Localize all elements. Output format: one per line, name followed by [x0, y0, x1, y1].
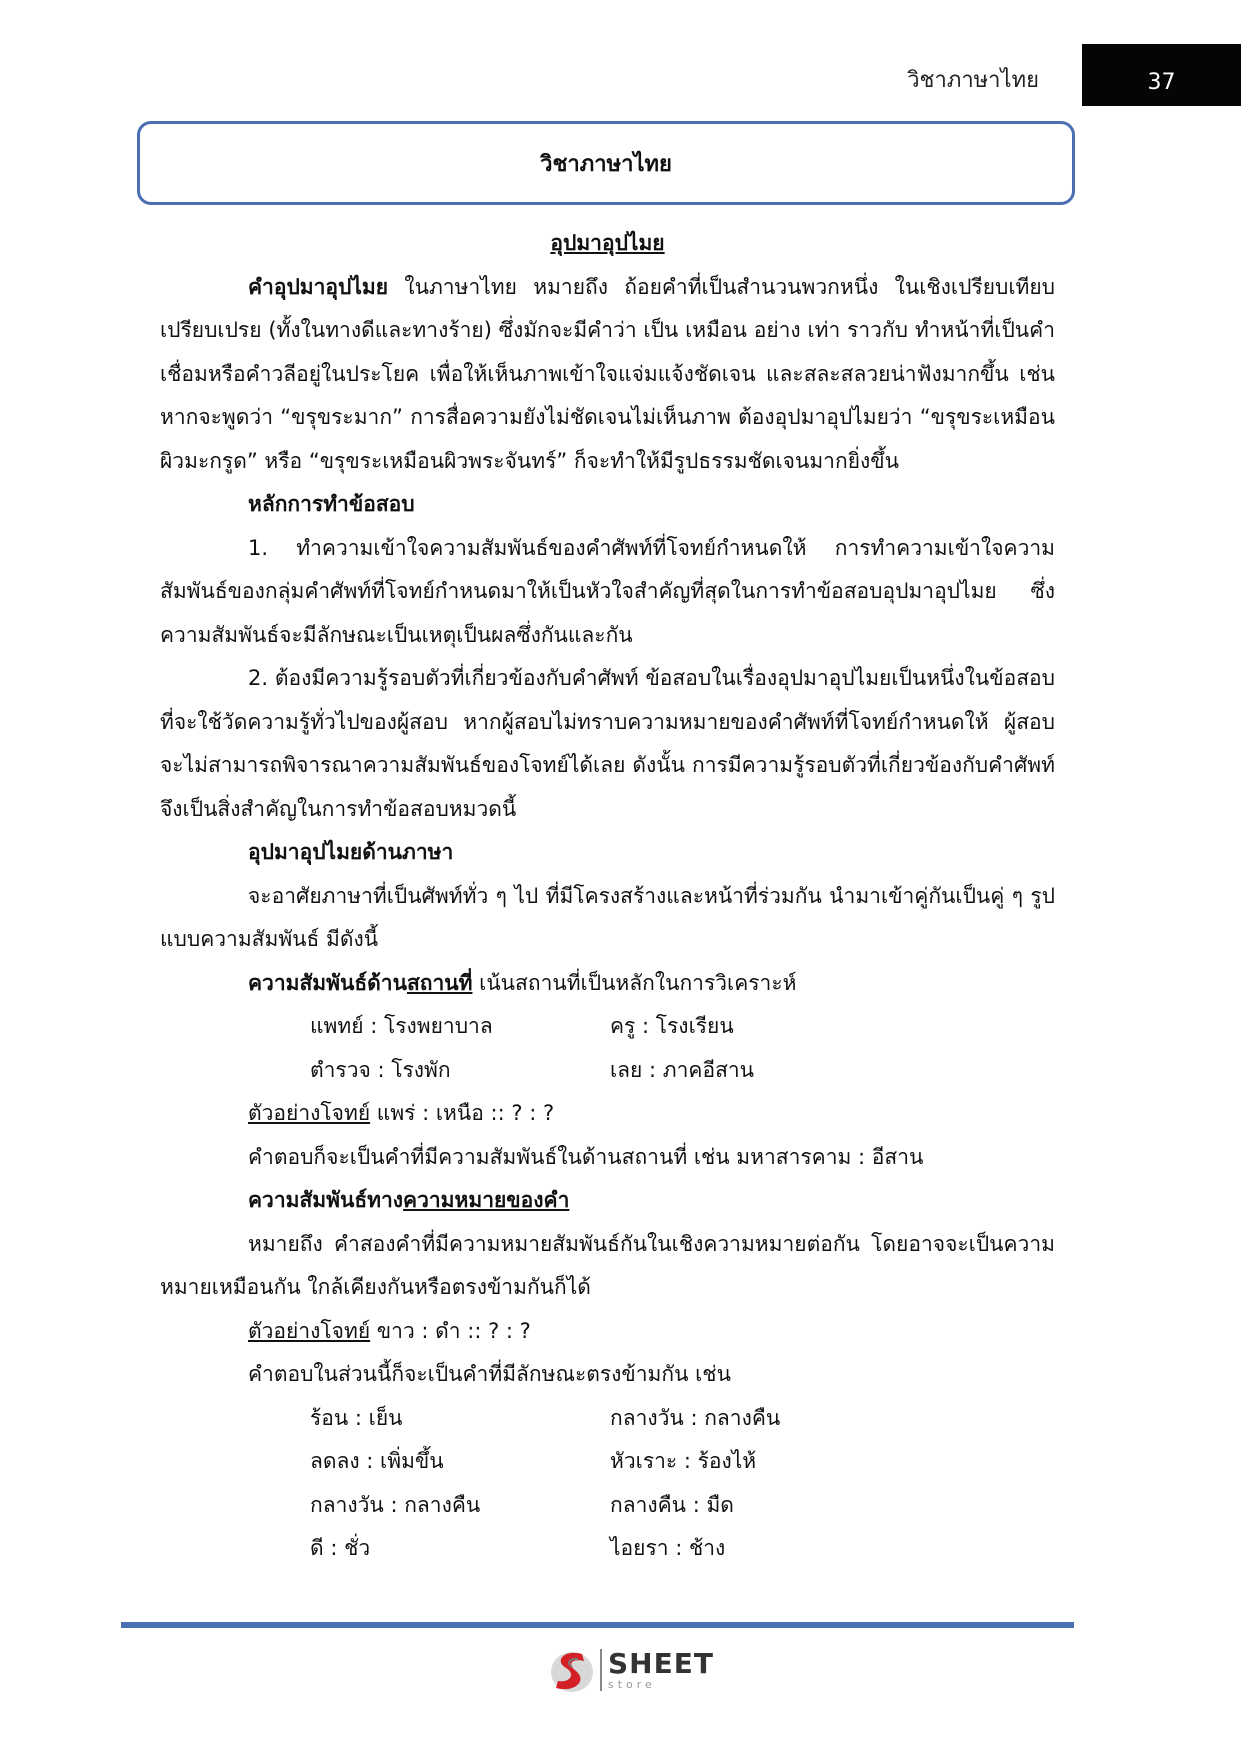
sheet-store-logo: [548, 1645, 714, 1695]
pair-right: ครู : โรงเรียน: [610, 1014, 734, 1038]
place-example-text: แพร่ : เหนือ :: ? : ?: [370, 1101, 555, 1125]
pair-left: ร้อน : เย็น: [310, 1405, 403, 1430]
place-example: [160, 1092, 1055, 1136]
sheet-logo-icon: [548, 1645, 596, 1695]
place-heading-b: สถานที่: [406, 970, 473, 995]
title-box-text: วิชาภาษาไทย: [540, 151, 672, 177]
place-example-label: ตัวอย่างโจทย์: [248, 1101, 371, 1125]
page-number: 37: [1082, 44, 1241, 106]
place-desc: เน้นสถานที่เป็นหลักในการวิเคราะห์: [472, 970, 797, 995]
meaning-example: [160, 1310, 1055, 1354]
meaning-pair-row: [160, 1527, 1055, 1571]
logo-separator: [600, 1649, 602, 1691]
intro-text: ในภาษาไทย หมายถึง ถ้อยคำที่เป็นสำนวนพวกหนึ่ง ในเชิงเปรียบเทียบเปรียบเปรย (ทั้งในทางดีและทางร้าย) ซึ่งมักจะมีคำว่า เป็น เหมือน อย่าง เท่า ราวกับ ทำหน้าที่เป็นคำเชื่อมหรือคำวลีอยู่ในประโยค เพื่อให้เห็นภาพเข้าใจแจ่มแจ้งชัดเจน และสละสลวยน่าฟังมากขึ้น เช่น หากจะพูดว่า “ขรุขระมาก” การสื่อความยังไม่ชัดเจนไม่เห็นภาพ ต้องอุปมาอุปไมยว่า “ขรุขระเหมือนผิวมะกรูด” หรือ “ขรุขระเหมือนผิวพระจันทร์” ก็จะทำให้มีรูปธรรมชัดเจนมากยิ่งขึ้น: [160, 274, 1055, 473]
pair-left: ดี : ชั่ว: [310, 1536, 371, 1560]
meaning-example-text: ขาว : ดำ :: ? : ?: [370, 1318, 531, 1343]
pair-left: ตำรวจ : โรงพัก: [310, 1057, 451, 1082]
meaning-example-label: ตัวอย่างโจทย์: [248, 1318, 371, 1343]
pair-right: เลย : ภาคอีสาน: [610, 1057, 755, 1082]
header-title: วิชาภาษาไทย: [907, 68, 1039, 93]
meaning-text: หมายถึง คำสองคำที่มีความหมายสัมพันธ์กันในเชิงความหมายต่อกัน โดยอาจจะเป็นความหมายเหมือนกัน ใกล้เคียงกันหรือตรงข้ามกันก็ได้: [160, 1231, 1055, 1299]
principle-2: 2. ต้องมีความรู้รอบตัวที่เกี่ยวข้องกับคำศัพท์ ข้อสอบในเรื่องอุปมาอุปไมยเป็นหนึ่งในข้อสอบที่จะใช้วัดความรู้ทั่วไปของผู้สอบ หากผู้สอบไม่ทราบความหมายของคำศัพท์ที่โจทย์กำหนดให้ ผู้สอบจะไม่สามารถพิจารณาความสัมพันธ์ของโจทย์ได้เลย ดังนั้น การมีความรู้รอบตัวที่เกี่ยวข้องกับคำศัพท์จึงเป็นสิ่งสำคัญในการทำข้อสอบหมวดนี้: [160, 666, 1055, 821]
footer-line: [121, 1622, 1074, 1628]
pair-right: ไอยรา : ช้าง: [610, 1536, 726, 1560]
language-text: จะอาศัยภาษาที่เป็นศัพท์ทั่ว ๆ ไป ที่มีโครงสร้างและหน้าที่ร่วมกัน นำมาเข้าคู่กันเป็นคู่ ๆ รูปแบบความสัมพันธ์ มีดังนี้: [160, 883, 1055, 951]
meaning-answer: คำตอบในส่วนนี้ก็จะเป็นคำที่มีลักษณะตรงข้ามกัน เช่น: [248, 1362, 731, 1386]
place-answer: คำตอบก็จะเป็นคำที่มีความสัมพันธ์ในด้านสถานที่ เช่น มหาสารคาม : อีสาน: [248, 1144, 924, 1169]
pair-left: กลางวัน : กลางคืน: [310, 1492, 481, 1517]
meaning-pair-row: [160, 1397, 1055, 1441]
meaning-heading-a: ความสัมพันธ์ทาง: [248, 1188, 404, 1212]
logo-text: [608, 1647, 714, 1691]
principle-1: 1. ทำความเข้าใจความสัมพันธ์ของคำศัพท์ที่โจทย์กำหนดให้ การทำความเข้าใจความสัมพันธ์ของกลุ่มคำศัพท์ที่โจทย์กำหนดมาให้เป็นหัวใจสำคัญที่สุดในการทำข้อสอบอุปมาอุปไมย ซึ่งความสัมพันธ์จะมีลักษณะเป็นเหตุเป็นผลซึ่งกันและกัน: [160, 535, 1055, 647]
title-box: [137, 121, 1075, 205]
meaning-heading: [160, 1179, 1055, 1223]
logo-sub-text: store: [608, 1678, 656, 1691]
place-pair-row: [160, 1005, 1055, 1049]
pair-right: หัวเราะ : ร้องไห้: [610, 1449, 757, 1473]
place-pair-row: [160, 1049, 1055, 1093]
place-heading: [160, 962, 1055, 1006]
content: [160, 222, 1055, 1571]
intro-lead: คำอุปมาอุปไมย: [248, 274, 389, 299]
place-heading-a: ความสัมพันธ์ด้าน: [248, 970, 407, 995]
language-heading: อุปมาอุปไมยด้านภาษา: [248, 840, 454, 864]
intro-paragraph: [160, 266, 1055, 484]
pair-left: แพทย์ : โรงพยาบาล: [310, 1014, 493, 1038]
logo-main-text: SHEET: [608, 1647, 714, 1680]
section-title: อุปมาอุปไมย: [550, 231, 665, 255]
pair-left: ลดลง : เพิ่มขึ้น: [310, 1449, 444, 1473]
meaning-heading-b: ความหมายของคำ: [403, 1188, 570, 1212]
pair-right: กลางคืน : มืด: [610, 1492, 734, 1517]
meaning-pair-row: [160, 1440, 1055, 1484]
meaning-pair-row: [160, 1484, 1055, 1528]
pair-right: กลางวัน : กลางคืน: [610, 1405, 781, 1430]
principles-heading: หลักการทำข้อสอบ: [248, 492, 415, 516]
